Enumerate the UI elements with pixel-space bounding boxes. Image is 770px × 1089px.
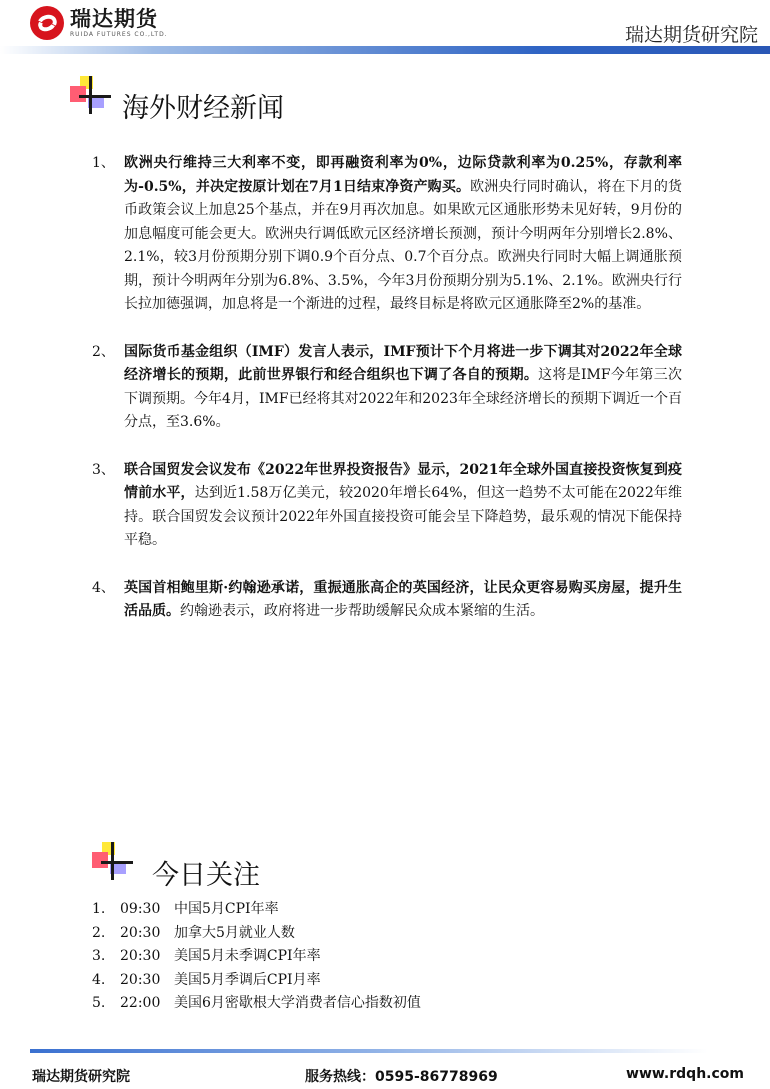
news-headline: 英国首相鲍里斯·约翰逊承诺，重振通胀高企的英国经济，让民众更容易购买房屋，提升生活品质。 — [124, 579, 682, 619]
header-institute-title: 瑞达期货研究院 — [624, 24, 758, 46]
footer-website-link[interactable]: www.rdqh.com — [626, 1066, 744, 1082]
list-item — [92, 898, 421, 922]
page-header — [0, 0, 770, 60]
item-number: 5. — [92, 995, 106, 1011]
footer-hotline: 服务热线：0595-86778969 — [305, 1069, 498, 1085]
item-time: 22:00 — [120, 995, 161, 1011]
item-number: 4. — [92, 971, 106, 988]
news-body: 达到近1.58万亿美元，较2020年增长64%，但这一趋势不太可能在2022年维持。联合国贸发会议预计2022年外国直接投资可能会呈下降趋势，最乐观的情况下能保持平稳。 — [124, 485, 683, 548]
news-number: 1、 — [92, 155, 115, 171]
news-item — [92, 152, 682, 317]
item-number: 1. — [92, 901, 106, 917]
logo-text — [70, 7, 168, 39]
footer-institute: 瑞达期货研究院 — [32, 1069, 130, 1085]
section-cross-icon — [70, 76, 112, 118]
item-event: 美国6月密歇根大学消费者信心指数初值 — [174, 995, 421, 1011]
today-list — [92, 898, 421, 1016]
news-headline: 国际货币基金组织（IMF）发言人表示，IMF预计下个月将进一步下调其对2022年全球经济增长的预期，此前世界银行和经合组织也下调了各自的预期。 — [124, 343, 682, 383]
item-time: 20:30 — [120, 924, 161, 941]
item-event: 加拿大5月就业人数 — [174, 924, 295, 941]
news-item — [92, 341, 682, 435]
news-body: 约翰逊表示，政府将进一步帮助缓解民众成本紧缩的生活。 — [180, 603, 544, 619]
news-number: 2、 — [92, 343, 115, 360]
news-item — [92, 459, 682, 553]
item-number: 2. — [92, 924, 106, 941]
ruida-logo-icon — [30, 6, 64, 40]
news-number: 4、 — [92, 579, 115, 596]
list-item — [92, 922, 421, 946]
logo-en-name: RUIDA FUTURES CO.,LTD. — [70, 31, 168, 38]
news-number: 3、 — [92, 461, 115, 478]
item-event: 中国5月CPI年率 — [174, 901, 279, 917]
logo-cn-name: 瑞达期货 — [70, 7, 158, 31]
header-divider — [0, 46, 770, 54]
list-item — [92, 945, 421, 969]
section-cross-icon — [92, 842, 134, 884]
item-number: 3. — [92, 948, 106, 964]
item-time: 20:30 — [120, 971, 161, 988]
news-body: 这将是IMF今年第三次下调预期。今年4月，IMF已经将其对2022年和2023年全球经济增长的预期下调近一个百分点，至3.6%。 — [124, 367, 682, 430]
news-headline: 联合国贸发会议发布《2022年世界投资报告》显示，2021年全球外国直接投资恢复到疫情前水平， — [124, 461, 682, 501]
news-body: 欧洲央行同时确认，将在下月的货币政策会议上加息25个基点，并在9月再次加息。如果欧元区通胀形势未见好转，9月份的加息幅度可能会更大。欧洲央行调低欧元区经济增长预测，预计今明两年分别增长2.8%、2.1%，较3月份预期分别下调0.9个百分点、0.7个百分点。欧洲央行同时大幅上调通胀预期，预计今明两年分别为6.8%、3.5%，今年3月份预期分别为5.1%、2.1%。欧洲央行行长拉加德强调，加息将是一个渐进的过程，最终目标是将欧元区通胀降至2%的基准。 — [124, 178, 683, 312]
item-time: 09:30 — [120, 901, 161, 917]
news-item — [92, 577, 682, 624]
news-headline: 欧洲央行维持三大利率不变，即再融资利率为0%，边际贷款利率为0.25%，存款利率为-0.5%，并决定按原计划在7月1日结束净资产购买。 — [124, 155, 682, 195]
news-section-title: 海外财经新闻 — [122, 93, 284, 124]
item-time: 20:30 — [120, 948, 161, 964]
list-item — [92, 992, 421, 1016]
today-section-title: 今日关注 — [152, 860, 260, 891]
news-list — [92, 152, 682, 648]
item-event: 美国5月季调后CPI月率 — [174, 971, 321, 988]
list-item — [92, 969, 421, 993]
item-event: 美国5月未季调CPI年率 — [174, 948, 321, 964]
company-logo — [30, 6, 168, 40]
footer-divider — [30, 1049, 708, 1053]
